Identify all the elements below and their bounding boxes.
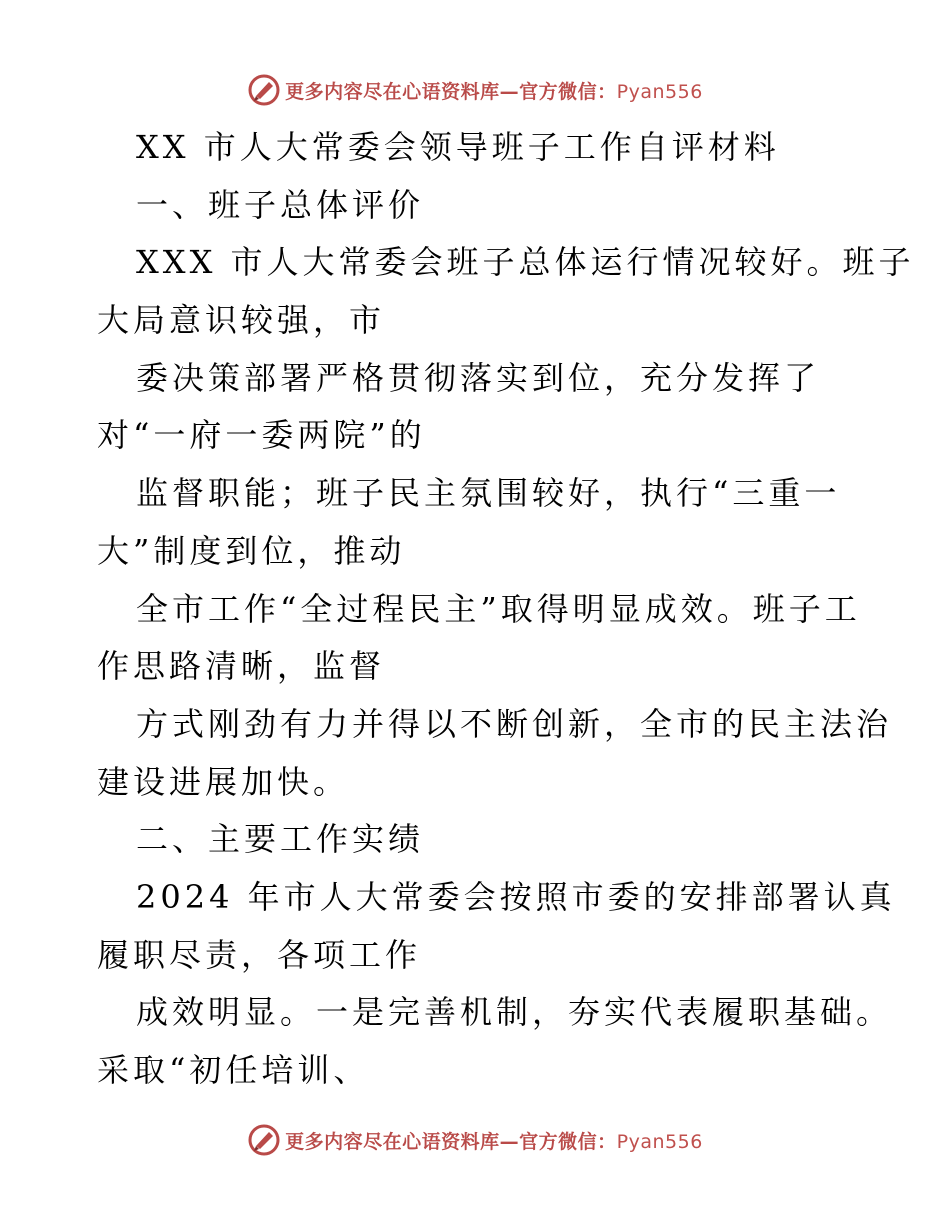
text-line: 委决策部署严格贯彻落实到位，充分发挥了 bbox=[136, 358, 821, 397]
text-line: 一、班子总体评价 bbox=[136, 185, 425, 224]
text-line: 二、主要工作实绩 bbox=[136, 820, 425, 859]
text-line: 对“一府一委两院”的 bbox=[97, 416, 426, 455]
text-line: 建设进展加快。 bbox=[97, 762, 350, 801]
text-line: 监督职能；班子民主氛围较好，执行“三重一 bbox=[136, 474, 841, 513]
text-line: 大局意识较强，市 bbox=[97, 301, 386, 340]
text-line: 2024 年市人大常委会按照市委的安排部署认真 bbox=[136, 877, 896, 916]
text-line: 全市工作“全过程民主”取得明显成效。班子工 bbox=[136, 589, 861, 628]
text-line: 履职尽责，各项工作 bbox=[97, 935, 422, 974]
text-line: XXX 市人大常委会班子总体运行情况较好。班子 bbox=[136, 243, 915, 282]
wechat-id: Pyan556 bbox=[616, 1130, 703, 1153]
brand-logo-icon bbox=[247, 1123, 281, 1157]
text-line: 成效明显。一是完善机制，夯实代表履职基础。 bbox=[136, 993, 893, 1032]
header-banner bbox=[0, 70, 950, 110]
wechat-id: Pyan556 bbox=[616, 80, 703, 103]
text-line: 作思路清晰，监督 bbox=[97, 647, 386, 686]
footer-banner bbox=[0, 1120, 950, 1160]
banner-text: 更多内容尽在心语资料库—官方微信：Pyan556 bbox=[285, 80, 703, 103]
brand-logo-icon bbox=[247, 73, 281, 107]
banner-text: 更多内容尽在心语资料库—官方微信：Pyan556 bbox=[285, 1130, 703, 1153]
text-line: XX 市人大常委会领导班子工作自评材料 bbox=[136, 128, 780, 166]
document-body bbox=[97, 119, 915, 1100]
text-line: 大”制度到位，推动 bbox=[97, 531, 406, 570]
text-line: 方式刚劲有力并得以不断创新，全市的民主法治 bbox=[136, 704, 893, 743]
text-line: 采取“初任培训、 bbox=[97, 1051, 370, 1089]
